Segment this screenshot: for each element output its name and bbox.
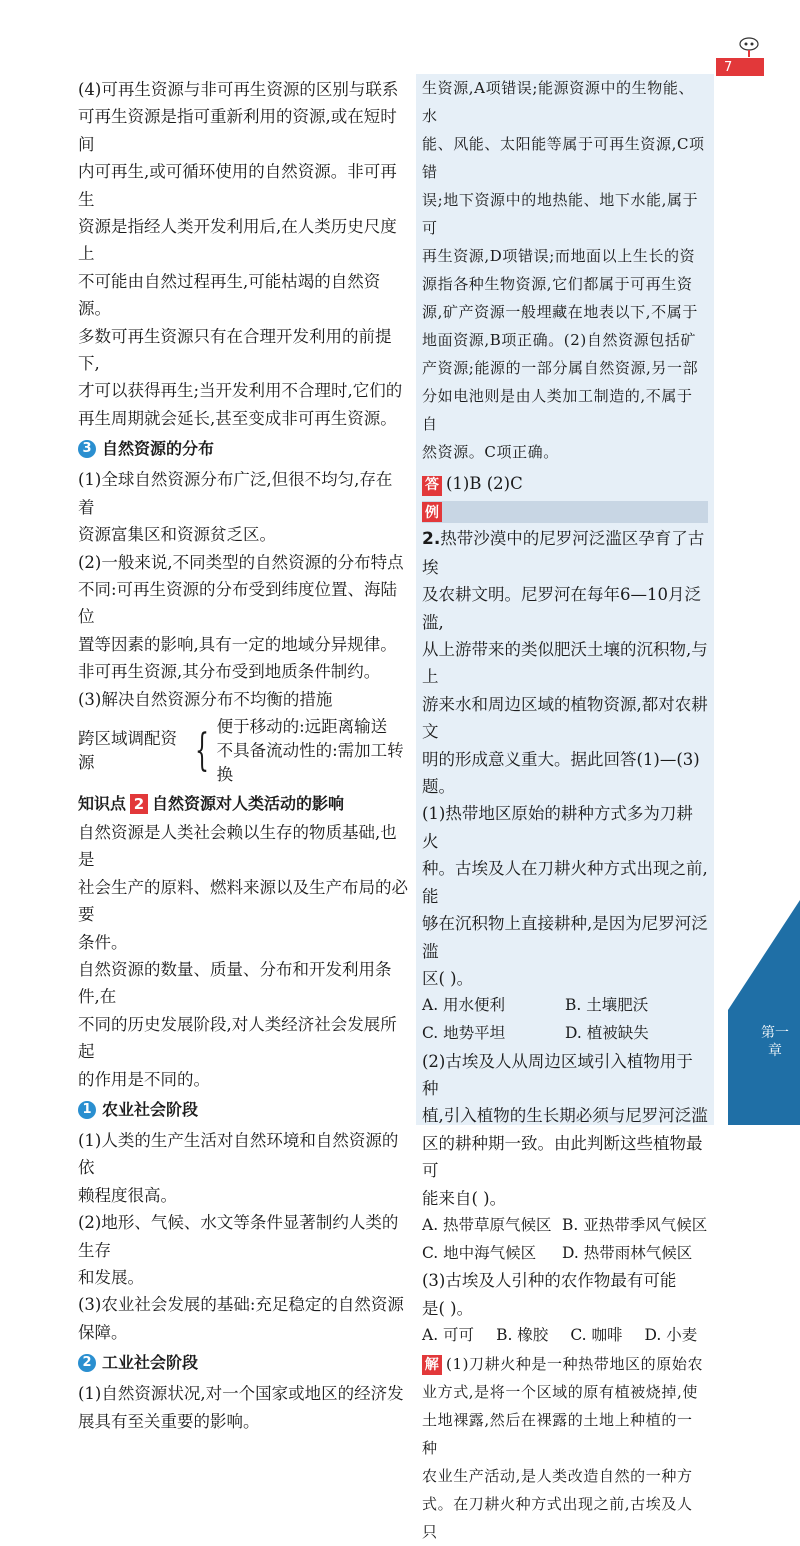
text-line: 产资源;能源的一部分属自然资源,另一部 xyxy=(422,359,699,377)
text-line: 的作用是不同的。 xyxy=(78,1069,210,1089)
question-1 xyxy=(422,800,708,992)
text-line: 不可能由自然过程再生,可能枯竭的自然资源。 xyxy=(78,271,381,319)
text-line: (3)农业社会发展的基础:充足稳定的自然资源 xyxy=(78,1295,404,1315)
section-number-badge: 2 xyxy=(78,1354,96,1372)
text-line: 是( )。 xyxy=(422,1298,474,1318)
text-line: 资源富集区和资源贫乏区。 xyxy=(78,525,276,545)
text-line: 源,矿产资源一般埋藏在地表以下,不属于 xyxy=(422,303,698,321)
explanation-body xyxy=(422,74,708,466)
brace-diagram xyxy=(78,715,408,787)
section-3-heading xyxy=(78,434,408,464)
text-line: 农业生产活动,是人类改造自然的一种方 xyxy=(422,1466,693,1485)
text-line: 够在沉积物上直接耕种,是因为尼罗河泛滥 xyxy=(422,914,708,961)
text-line: 能来自( )。 xyxy=(422,1188,507,1208)
text-line: (2)地形、气候、水文等条件显著制约人类的生存 xyxy=(78,1213,399,1260)
option[interactable]: B. 土壤肥沃 xyxy=(565,996,649,1015)
text-line: 植,引入植物的生长期必须与尼罗河泛滥 xyxy=(422,1106,708,1126)
brace-label: 跨区域调配资源 xyxy=(78,728,177,772)
inline-tag: 2. xyxy=(422,529,441,550)
kp-prefix: 知识点 xyxy=(78,793,127,813)
answer-tag: 答 xyxy=(422,476,442,496)
text-line: (2)古埃及人从周边区域引入植物用于种 xyxy=(422,1051,693,1098)
option[interactable]: B. 橡胶 xyxy=(496,1325,549,1344)
text-line: 展具有至关重要的影响。 xyxy=(78,1411,260,1431)
kp-title: 自然资源对人类活动的影响 xyxy=(152,793,345,813)
text-line: 才可以获得再生;当开发利用不合理时,它们的 xyxy=(78,381,403,401)
text-line: (2)一般来说,不同类型的自然资源的分布特点 xyxy=(78,552,404,572)
option[interactable]: D. 小麦 xyxy=(644,1325,698,1344)
text-line: 及农耕文明。尼罗河在每年6—10月泛滥, xyxy=(422,585,701,632)
q3-options-row xyxy=(422,1322,708,1350)
brace-icon: { xyxy=(194,724,209,776)
brace-item: 便于移动的:远距离输送 xyxy=(216,716,388,736)
text-line: 区的耕种期一致。由此判断这些植物最可 xyxy=(422,1133,703,1181)
text-line: (1)人类的生产生活对自然环境和自然资源的依 xyxy=(78,1131,399,1178)
sub-1-heading xyxy=(78,1095,408,1125)
text-line xyxy=(422,525,708,581)
text-line: 源指各种生物资源,它们都属于可再生资 xyxy=(422,275,693,293)
option[interactable]: B. 亚热带季风气候区 xyxy=(562,1215,708,1234)
option[interactable]: A. 用水便利 xyxy=(422,996,506,1015)
text-line: 再生资源,D项错误;而地面以上生长的资 xyxy=(422,247,696,265)
text-line: 自然资源的数量、质量、分布和开发利用条件,在 xyxy=(78,959,392,1007)
text-line: 保障。 xyxy=(78,1322,128,1342)
chapter-label: 第一章 xyxy=(761,1025,789,1059)
text-line xyxy=(422,1350,708,1378)
text-line: 生资源,A项错误;能源资源中的生物能、水 xyxy=(422,79,695,125)
option[interactable]: D. 植被缺失 xyxy=(565,1023,649,1042)
option[interactable]: A. 热带草原气候区 xyxy=(422,1215,552,1234)
q2-options-row xyxy=(422,1212,708,1240)
text-line: 式。在刀耕火种方式出现之前,古埃及人只 xyxy=(422,1494,693,1541)
option[interactable]: C. 咖啡 xyxy=(570,1325,623,1344)
text-line: (1)全球自然资源分布广泛,但很不均匀,存在着 xyxy=(78,470,393,517)
text-line: 业方式,是将一个区域的原有植被烧掉,使 xyxy=(422,1382,698,1401)
sub-2-heading xyxy=(78,1348,408,1378)
q1-options-row xyxy=(422,1020,708,1048)
text-line: 然资源。C项正确。 xyxy=(422,443,559,461)
text-line: 分如电池则是由人类加工制造的,不属于自 xyxy=(422,387,693,433)
text-line-content: 热带沙漠中的尼罗河泛滥区孕育了古埃 xyxy=(422,529,705,577)
text-line: 自然资源是人类社会赖以生存的物质基础,也是 xyxy=(78,822,397,870)
text-line: 误;地下资源中的地热能、地下水能,属于可 xyxy=(422,191,699,237)
text-line: 置等因素的影响,具有一定的地域分异规律。 xyxy=(78,634,397,654)
text-line: 条件。 xyxy=(78,932,128,952)
section-3-body xyxy=(78,466,408,713)
option[interactable]: D. 热带雨林气候区 xyxy=(562,1243,693,1262)
text-line: 社会生产的原料、燃料来源以及生产布局的必要 xyxy=(78,877,408,925)
q2-options-row xyxy=(422,1240,708,1268)
text-line: 土地裸露,然后在裸露的土地上种植的一种 xyxy=(422,1410,693,1457)
sub-1-body xyxy=(78,1127,408,1346)
text-line: (3)解决自然资源分布不均衡的措施 xyxy=(78,689,333,709)
text-line: (1)自然资源状况,对一个国家或地区的经济发 xyxy=(78,1384,404,1404)
question-stem xyxy=(422,525,708,800)
q1-options-row xyxy=(422,992,708,1020)
text-line: 资源是指经人类开发利用后,在人类历史尺度上 xyxy=(78,217,397,264)
section-title: 农业社会阶段 xyxy=(102,1100,199,1119)
kp-body xyxy=(78,819,408,1093)
answer-row xyxy=(422,470,708,497)
text-line: 多数可再生资源只有在合理开发利用的前提下, xyxy=(78,326,392,374)
text-line: 明的形成意义重大。据此回答(1)—(3)题。 xyxy=(422,749,700,797)
text-line: (3)古埃及人引种的农作物最有可能 xyxy=(422,1271,677,1291)
section-title: 工业社会阶段 xyxy=(102,1353,199,1373)
sub-2-body xyxy=(78,1380,408,1435)
text-line: (1)热带地区原始的耕种方式多为刀耕火 xyxy=(422,804,693,851)
text-line: 区( )。 xyxy=(422,968,474,988)
right-column xyxy=(416,74,714,1541)
page-number: 7 xyxy=(716,58,764,76)
section-number-badge: 3 xyxy=(78,440,96,458)
text-line: 和发展。 xyxy=(78,1268,144,1288)
text-line: 不同:可再生资源的分布受到纬度位置、海陆位 xyxy=(78,579,398,627)
knowledge-point-heading xyxy=(78,789,408,819)
mascot-icon xyxy=(736,36,762,58)
text-line: 再生周期就会延长,甚至变成非可再生资源。 xyxy=(78,408,397,428)
text-line: 地面资源,B项正确。(2)自然资源包括矿 xyxy=(422,331,697,349)
brace-item: 不具备流动性的:需加工转换 xyxy=(216,740,404,784)
text-line: 可再生资源是指可重新利用的资源,或在短时间 xyxy=(78,107,397,154)
chapter-side-band xyxy=(728,900,800,1125)
para4-body xyxy=(78,103,408,432)
text-line: 能、风能、太阳能等属于可再生资源,C项错 xyxy=(422,135,705,181)
text-line: 游来水和周边区域的植物资源,都对农耕文 xyxy=(422,694,708,742)
section-number-badge: 1 xyxy=(78,1101,96,1119)
answer-text: (1)B (2)C xyxy=(446,474,523,493)
text-line: 不同的历史发展阶段,对人类经济社会发展所起 xyxy=(78,1014,397,1062)
text-line-content: (1)刀耕火种是一种热带地区的原始农 xyxy=(446,1354,704,1373)
solution-body xyxy=(422,1350,708,1546)
para4-title: (4)可再生资源与非可再生资源的区别与联系 xyxy=(78,80,399,99)
text-line: 种。古埃及人在刀耕火种方式出现之前,能 xyxy=(422,859,708,906)
example-tag: 例 xyxy=(422,502,442,522)
example-bar xyxy=(422,501,708,523)
option[interactable]: A. 可可 xyxy=(422,1325,475,1344)
text-line: 非可再生资源,其分布受到地质条件制约。 xyxy=(78,662,381,682)
text-line: 赖程度很高。 xyxy=(78,1185,177,1205)
left-column xyxy=(78,76,408,1435)
question-3 xyxy=(422,1267,708,1322)
kp-number-badge: 2 xyxy=(130,794,148,814)
option[interactable]: C. 地中海气候区 xyxy=(422,1243,537,1262)
inline-tag: 解 xyxy=(422,1355,442,1375)
text-line: 内可再生,或可循环使用的自然资源。非可再生 xyxy=(78,162,397,209)
option[interactable]: C. 地势平坦 xyxy=(422,1023,506,1042)
question-2 xyxy=(422,1048,708,1212)
section-title: 自然资源的分布 xyxy=(102,439,215,459)
text-line: 从上游带来的类似肥沃土壤的沉积物,与上 xyxy=(422,640,708,687)
